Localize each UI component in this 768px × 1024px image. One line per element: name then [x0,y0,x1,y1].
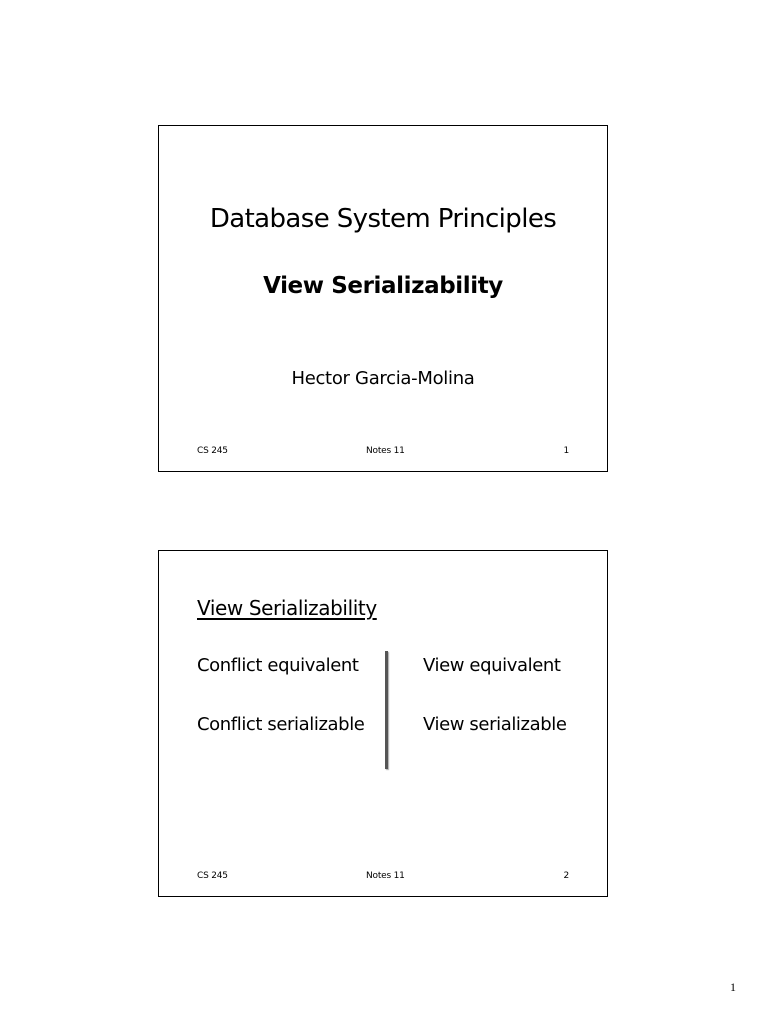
slide-2 [158,550,608,897]
slide-footer [159,446,607,458]
vertical-divider [385,651,388,769]
page-number: 1 [730,980,736,994]
slide-author: Hector Garcia-Molina [291,368,475,389]
slide-footer [159,871,607,883]
left-item-conflict-equivalent: Conflict equivalent [197,655,359,676]
slide-heading: View Serializability [197,596,377,620]
footer-notes: Notes 11 [366,871,405,881]
footer-course: CS 245 [197,871,228,881]
footer-slide-number: 1 [563,446,569,456]
slide-title: Database System Principles [209,204,557,234]
footer-course: CS 245 [197,446,228,456]
slide-1 [158,125,608,472]
right-item-view-serializable: View serializable [423,714,567,735]
left-item-conflict-serializable: Conflict serializable [197,714,365,735]
right-item-view-equivalent: View equivalent [423,655,561,676]
footer-slide-number: 2 [563,871,569,881]
slide-subtitle: View Serializability [263,273,503,299]
footer-notes: Notes 11 [366,446,405,456]
